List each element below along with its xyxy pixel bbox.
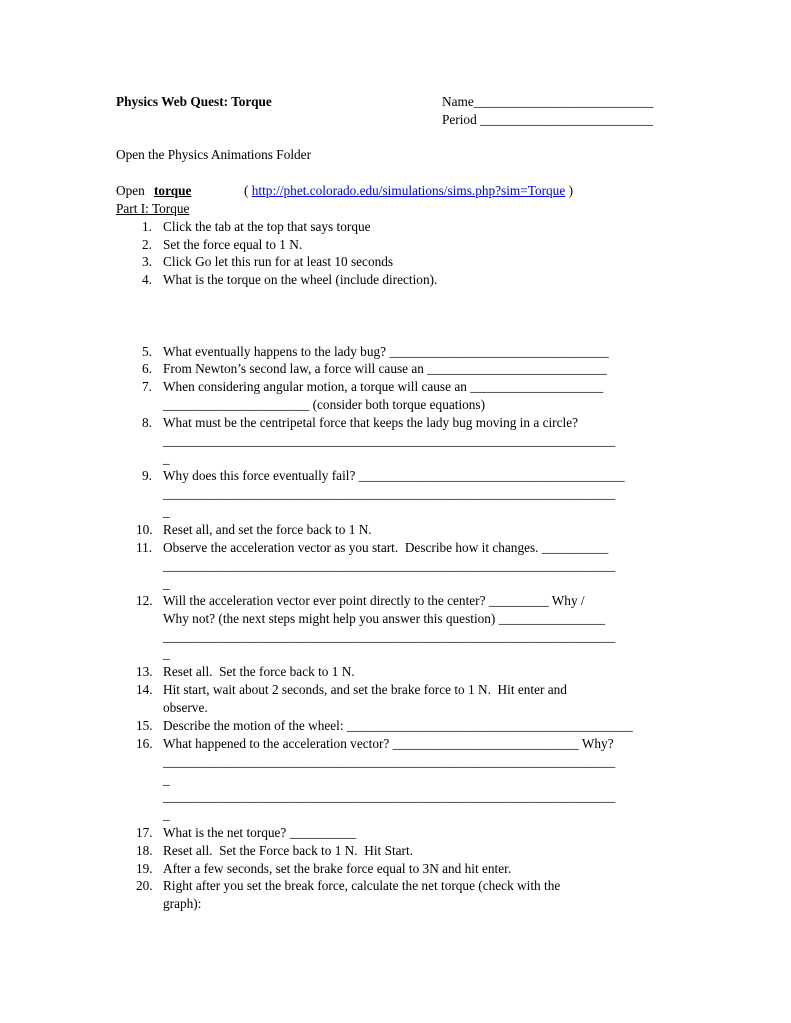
- question-number: 7.: [142, 379, 152, 394]
- question-text-line: ____________________________________________________________________: [163, 628, 616, 644]
- question-text-line: What eventually happens to the lady bug? _________________________________: [163, 344, 609, 359]
- question-text-line: ____________________________________________________________________: [163, 557, 616, 573]
- question-text-line: ____________________________________________________________________: [163, 485, 616, 501]
- paren-open: (: [244, 183, 252, 198]
- question-text-line: Will the acceleration vector ever point directly to the center? _________ Why /: [163, 593, 585, 608]
- question-text-line: What is the torque on the wheel (include direction).: [163, 272, 438, 287]
- question-text-line: Describe the motion of the wheel: ___________________________________________: [163, 718, 633, 733]
- question-text-line: graph):: [163, 895, 202, 911]
- question-number: 16.: [136, 736, 153, 751]
- question-number: 18.: [136, 843, 153, 858]
- question-text-line: observe.: [163, 699, 208, 715]
- question-text-line: What happened to the acceleration vector? ____________________________ Why?: [163, 736, 614, 751]
- question-number: 19.: [136, 861, 153, 876]
- question-number: 13.: [136, 664, 153, 679]
- question-number: 1.: [142, 219, 152, 234]
- question-text-line: ____________________________________________________________________: [163, 432, 616, 448]
- question-text-line: _: [163, 771, 170, 787]
- question-text-line: Why does this force eventually fail? ________________________________________: [163, 468, 625, 483]
- question-text-line: _: [163, 575, 170, 591]
- question-text-line: Why not? (the next steps might help you answer this question) ________________: [163, 610, 606, 626]
- question-text-line: What is the net torque? __________: [163, 825, 357, 840]
- question-text-line: Click Go let this run for at least 10 seconds: [163, 254, 394, 269]
- question-text-line: ____________________________________________________________________: [163, 753, 616, 769]
- question-text-line: ____________________________________________________________________: [163, 789, 616, 805]
- question-text-line: _: [163, 503, 170, 519]
- question-text-line: Observe the acceleration vector as you start. Describe how it changes. __________: [163, 540, 609, 555]
- question-number: 17.: [136, 825, 153, 840]
- question-text-line: _: [163, 646, 170, 662]
- question-text-line: Reset all, and set the force back to 1 N.: [163, 522, 372, 537]
- question-text-line: Hit start, wait about 2 seconds, and set the brake force to 1 N. Hit enter and: [163, 682, 567, 697]
- question-number: 11.: [136, 540, 153, 555]
- question-number: 10.: [136, 522, 153, 537]
- question-number: 12.: [136, 593, 153, 608]
- part-heading: Part I: Torque: [116, 201, 190, 216]
- question-text-line: What must be the centripetal force that keeps the lady bug moving in a circle?: [163, 415, 579, 430]
- paren-close: ): [565, 183, 574, 198]
- question-text-line: Reset all. Set the force back to 1 N.: [163, 664, 355, 679]
- period-field: Period __________________________: [442, 112, 653, 127]
- question-text-line: Set the force equal to 1 N.: [163, 237, 303, 252]
- question-number: 14.: [136, 682, 153, 697]
- name-field: Name___________________________: [442, 94, 654, 109]
- folder-instruction: Open the Physics Animations Folder: [116, 147, 312, 162]
- question-number: 4.: [142, 272, 152, 287]
- sim-name: torque: [154, 183, 192, 198]
- question-number: 9.: [142, 468, 152, 483]
- question-number: 2.: [142, 237, 152, 252]
- question-number: 8.: [142, 415, 152, 430]
- open-label: Open: [116, 183, 145, 198]
- sim-url-link[interactable]: http://phet.colorado.edu/simulations/sims.php?sim=Torque: [251, 183, 566, 198]
- question-text-line: _: [163, 450, 170, 466]
- question-text-line: From Newton’s second law, a force will cause an ___________________________: [163, 361, 607, 376]
- question-text-line: Reset all. Set the Force back to 1 N. Hit Start.: [163, 843, 414, 858]
- question-text-line: _: [163, 807, 170, 823]
- question-number: 20.: [136, 878, 153, 893]
- question-text-line: Right after you set the break force, calculate the net torque (check with the: [163, 878, 561, 893]
- sim-link-line: [244, 183, 573, 199]
- question-text-line: When considering angular motion, a torque will cause an ____________________: [163, 379, 604, 394]
- question-number: 3.: [142, 254, 152, 269]
- page-title: Physics Web Quest: Torque: [116, 94, 272, 109]
- question-number: 5.: [142, 344, 152, 359]
- question-text-line: Click the tab at the top that says torque: [163, 219, 371, 234]
- question-text-line: After a few seconds, set the brake force equal to 3N and hit enter.: [163, 861, 512, 876]
- question-text-line: ______________________ (consider both torque equations): [163, 396, 486, 412]
- question-number: 15.: [136, 718, 153, 733]
- question-number: 6.: [142, 361, 152, 376]
